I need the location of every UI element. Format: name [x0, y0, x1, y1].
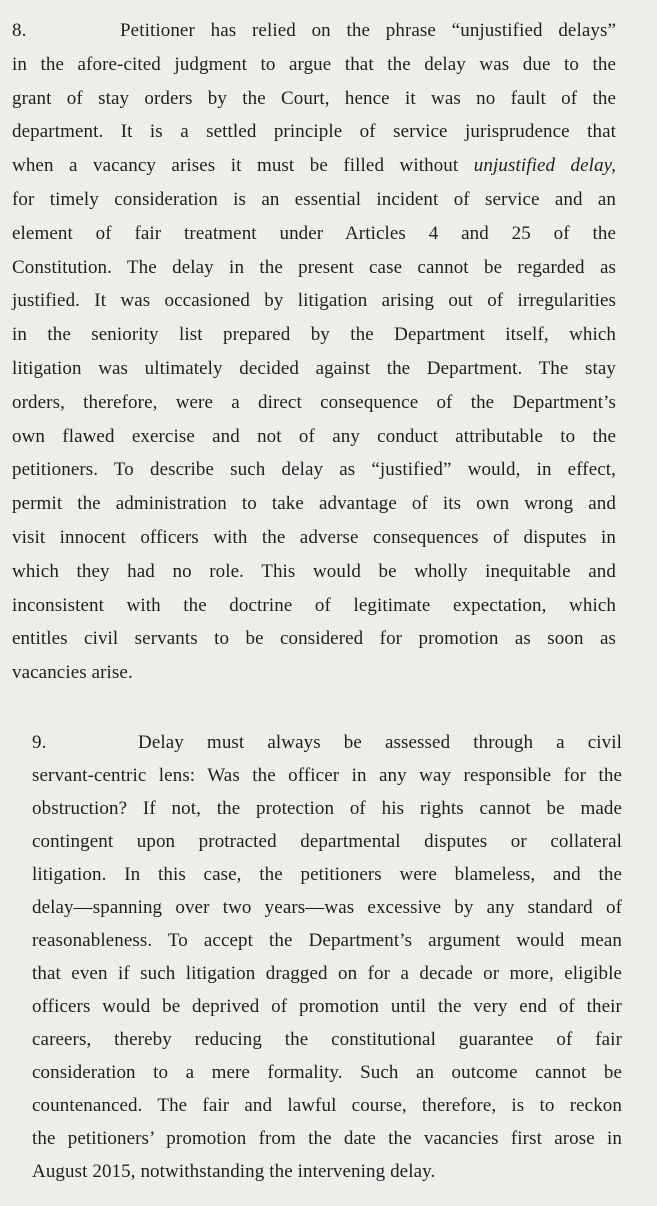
text-line: obstruction? If not, the protection of his rights cannot be made [32, 798, 622, 819]
paragraph-9 [32, 726, 622, 1206]
text-line: which they had no role. This would be wholly inequitable and [12, 560, 616, 582]
text-line: litigation was ultimately decided against the Department. The stay [12, 357, 616, 379]
text-line: August 2015, notwithstanding the intervening delay. [32, 1161, 436, 1182]
text-line: justified. It was occasioned by litigation arising out of irregularities [12, 290, 616, 312]
text-line: the petitioners’ promotion from the date the vacancies first arose in [32, 1128, 622, 1149]
text-line: in the seniority list prepared by the Department itself, which [12, 324, 616, 346]
text-line: element of fair treatment under Articles 4 and 25 of the [12, 222, 616, 244]
paragraph-first-line [32, 726, 622, 759]
text-line: in the afore-cited judgment to argue that the delay was due to the [12, 53, 616, 75]
text-line: officers would be deprived of promotion until the very end of their [32, 996, 622, 1017]
text-line: consideration to a mere formality. Such an outcome cannot be [32, 1062, 622, 1083]
text-line: entitles civil servants to be considered for promotion as soon as [12, 628, 616, 650]
paragraph-first-line-text: Petitioner has relied on the phrase “unjustified delays” [120, 20, 616, 41]
text-line: visit innocent officers with the adverse consequences of disputes in [12, 526, 616, 548]
text-line: orders, therefore, were a direct consequence of the Department’s [12, 391, 616, 413]
text-line: inconsistent with the doctrine of legitimate expectation, which [12, 594, 616, 616]
text-line: for timely consideration is an essential incident of service and an [12, 188, 616, 210]
paragraph-first-line-text: Delay must always be assessed through a civil [138, 732, 622, 753]
text-line: vacancies arise. [12, 662, 133, 684]
text-line: department. It is a settled principle of service jurisprudence that [12, 121, 616, 143]
text-line: reasonableness. To accept the Department’s argument would mean [32, 930, 622, 951]
paragraph-8 [12, 14, 616, 690]
paragraph-number: 9. [32, 732, 47, 753]
text-line: petitioners. To describe such delay as “justified” would, in effect, [12, 459, 616, 481]
text-line: servant-centric lens: Was the officer in any way responsible for the [32, 765, 622, 786]
text-line: grant of stay orders by the Court, hence it was no fault of the [12, 87, 616, 109]
paragraph-first-line [12, 14, 616, 48]
emphasized-text: unjustified delay, [473, 155, 616, 177]
text-line: contingent upon protracted departmental disputes or collateral [32, 831, 622, 852]
text-line: permit the administration to take advantage of its own wrong and [12, 493, 616, 515]
text-line: litigation. In this case, the petitioners were blameless, and the [32, 864, 622, 885]
text-segment: when a vacancy arises it must be filled without [12, 155, 474, 177]
text-line: Constitution. The delay in the present case cannot be regarded as [12, 256, 616, 278]
text-line [12, 149, 616, 183]
paragraph-number: 8. [12, 20, 27, 41]
text-line: that even if such litigation dragged on for a decade or more, eligible [32, 963, 622, 984]
text-line: own flawed exercise and not of any conduct attributable to the [12, 425, 616, 447]
text-line: careers, thereby reducing the constitutional guarantee of fair [32, 1029, 622, 1050]
text-line: delay—spanning over two years—was excessive by any standard of [32, 897, 622, 918]
text-line: countenanced. The fair and lawful course, therefore, is to reckon [32, 1095, 622, 1116]
